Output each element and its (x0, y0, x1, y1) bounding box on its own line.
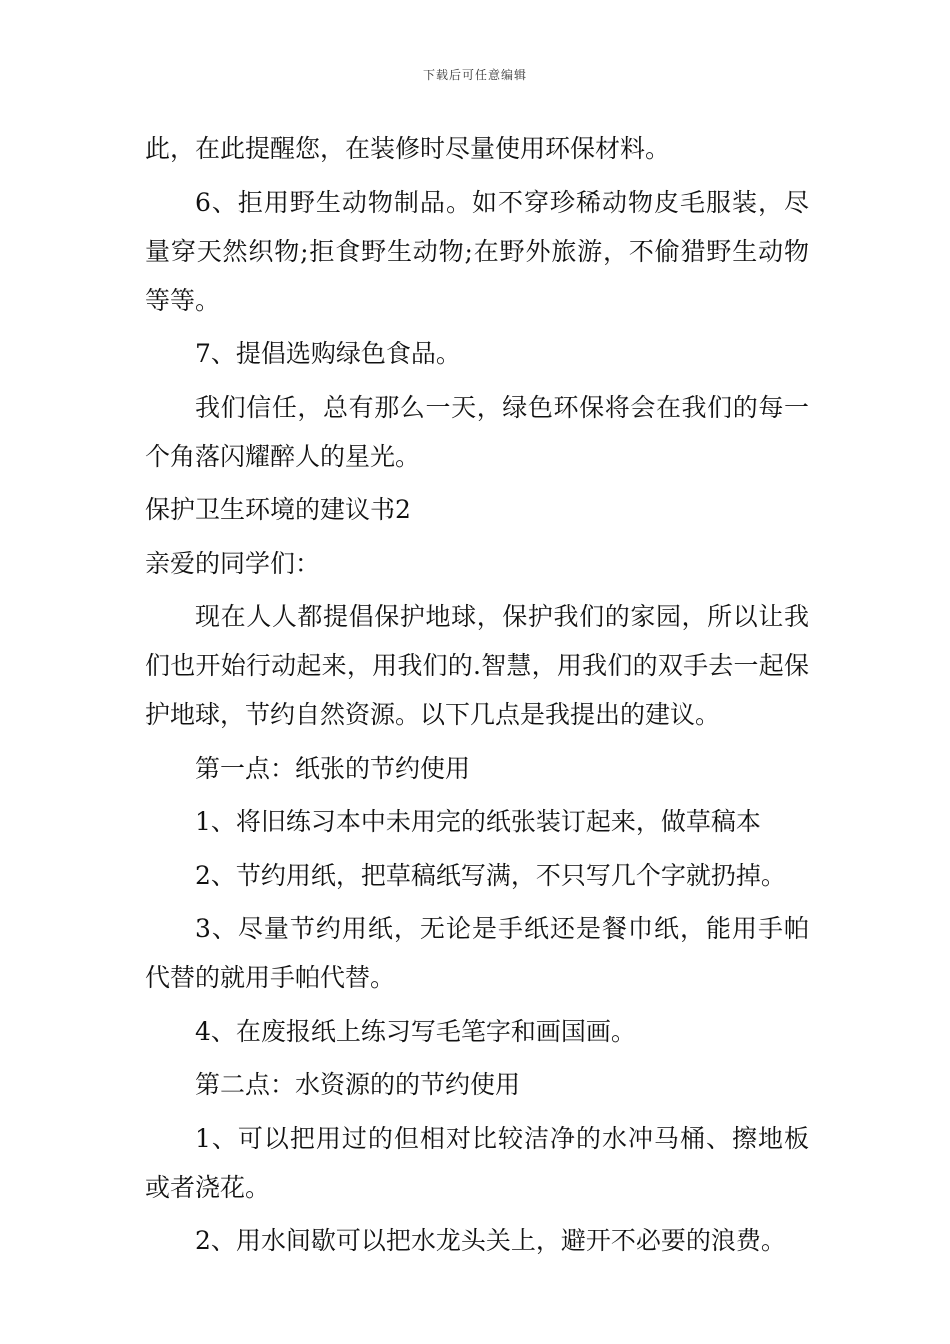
paragraph: 6、拒用野生动物制品。如不穿珍稀动物皮毛服装，尽量穿天然织物;拒食野生动物;在野外旅游，不偷猎野生动物等等。 (145, 187, 809, 315)
document-body (145, 124, 809, 1265)
paragraph: 现在人人都提倡保护地球，保护我们的家园，所以让我们也开始行动起来，用我们的.智慧，用我们的双手去一起保护地球，节约自然资源。以下几点是我提出的建议。 (145, 602, 809, 729)
list-item: 2、用水间歇可以把水龙头关上，避开不必要的浪费。 (195, 1226, 786, 1255)
list-item: 1、可以把用过的但相对比较洁净的水冲马桶、擦地板或者浇花。 (145, 1123, 809, 1202)
paragraph: 我们信任，总有那么一天，绿色环保将会在我们的每一个角落闪耀醉人的星光。 (145, 392, 809, 471)
list-item: 2、节约用纸，把草稿纸写满，不只写几个字就扔掉。 (195, 860, 786, 890)
section-title: 保护卫生环境的建议书2 (145, 495, 411, 524)
subheading: 第一点：纸张的节约使用 (195, 753, 471, 783)
list-item: 3、尽量节约用纸，无论是手纸还是餐巾纸，能用手帕代替的就用手帕代替。 (145, 914, 809, 992)
paragraph: 7、提倡选购绿色食品。 (195, 339, 461, 368)
list-item: 1、将旧练习本中未用完的纸张装订起来，做草稿本 (195, 807, 761, 836)
paragraph: 此，在此提醒您，在装修时尽量使用环保材料。 (145, 134, 671, 163)
salutation: 亲爱的同学们： (145, 548, 321, 578)
list-item: 4、在废报纸上练习写毛笔字和画国画。 (195, 1016, 636, 1046)
page-header-note: 下载后可任意编辑 (422, 68, 527, 82)
subheading: 第二点：水资源的的节约使用 (195, 1070, 521, 1099)
